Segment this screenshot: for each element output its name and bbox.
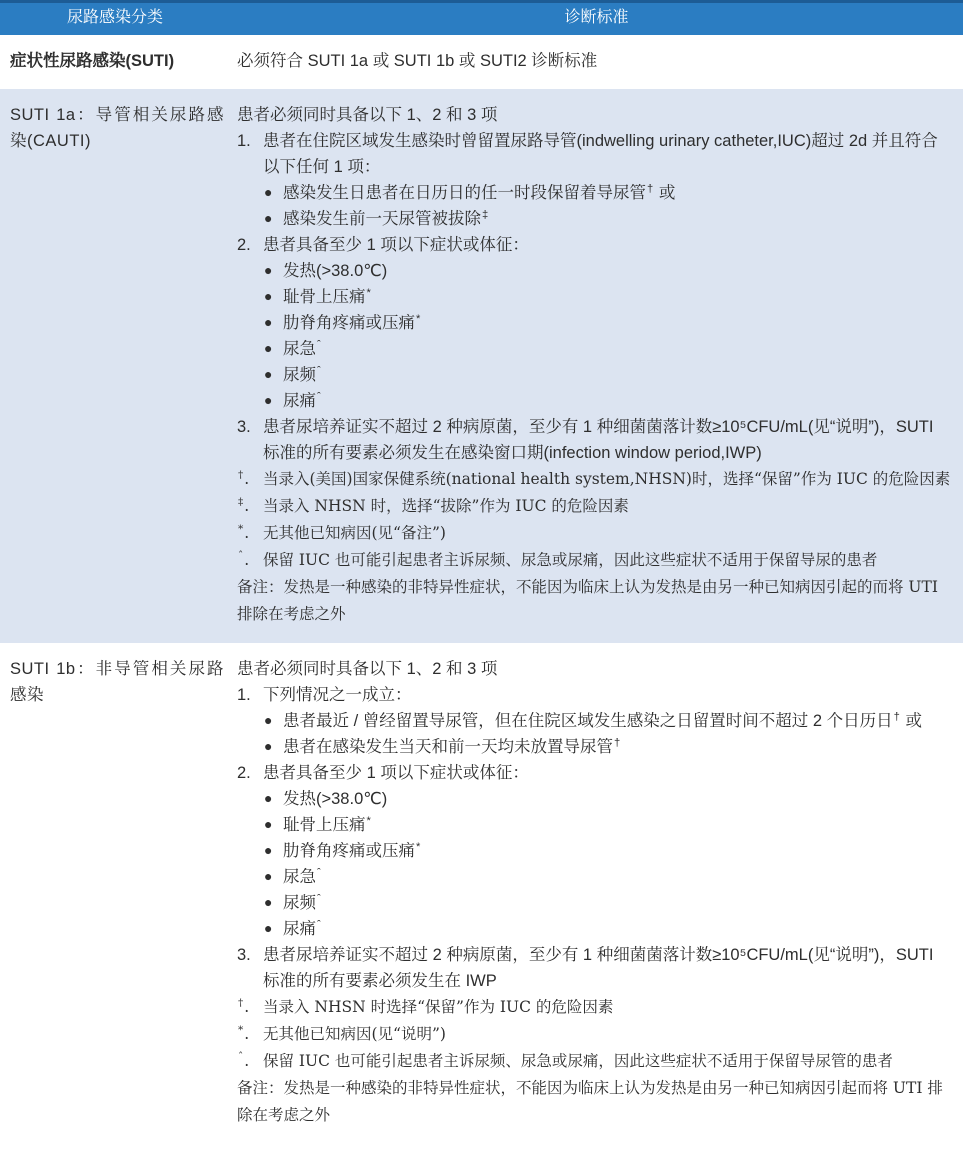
bullet-item: ● 患者最近 / 曾经留置导尿管，但在住院区域发生感染之日留置时间不超过 2 个日历日† 或 [237,708,953,734]
table-row [0,643,963,1144]
bullet-item: ● 尿频$^ˆ$ [237,362,953,388]
numbered-item: 1. 患者在住院区域发生感染时曾留置尿路导管(indwelling urinary catheter,IUC)超过 2d 并且符合以下任何 1 项： [237,128,953,180]
superscript-marker: * [416,312,421,325]
footnote-marker: *. [238,1023,250,1043]
superscript-marker: * [366,814,371,827]
numbered-item: 2. 患者具备至少 1 项以下症状或体征： [237,760,953,786]
bullet-item: ● 耻骨上压痛* [237,284,953,310]
bullet-item: ● 尿痛$^ˆ$ [237,916,953,942]
superscript-marker: ˆ [317,866,321,879]
bullet-icon: ● [264,738,273,754]
superscript-marker: ˆ [317,390,321,403]
footnote-symbol: ˆ [238,549,244,562]
bullet-item: ● 尿频$^ˆ$ [237,890,953,916]
bullet-icon: ● [264,366,273,382]
bullet-icon: ● [264,288,273,304]
footnote-symbol: ˆ [238,1050,244,1063]
bullet-item: ● 肋脊角疼痛或压痛* [237,310,953,336]
numbered-item: 3. 患者尿培养证实不超过 2 种病原菌，至少有 1 种细菌菌落计数≥10⁵CFU/mL(见“说明”)，SUTI 标准的所有要素必须发生在 IWP [237,942,953,994]
numbered-item: 1. 下列情况之一成立： [237,682,953,708]
footnote-symbol: * [238,1023,244,1036]
footnote-marker: ‡. [238,495,250,515]
superscript-marker: * [366,286,371,299]
footnote-symbol: † [238,468,244,481]
footnote: $^ˆ$. 保留 IUC 也可能引起患者主诉尿频、尿急或尿痛，因此这些症状不适用于保留导尿管的患者 [237,1048,953,1075]
bullet-item: ● 发热(>38.0℃) [237,258,953,284]
bullet-icon: ● [264,392,273,408]
bullet-item: ● 患者在感染发生当天和前一天均未放置导尿管† [237,734,953,760]
footnote-symbol: * [238,522,244,535]
bullet-icon: ● [264,210,273,226]
bullet-icon: ● [264,894,273,910]
bullet-icon: ● [264,842,273,858]
note-line: 备注：发热是一种感染的非特异性症状，不能因为临床上认为发热是由另一种已知病因引起而将 UTI 排除在考虑之外 [237,1079,943,1124]
footnote: †. 当录入(美国)国家保健系统(national health system,NHSN)时，选择“保留”作为 IUC 的危险因素 [237,466,953,493]
bullet-item: ● 尿急$^ˆ$ [237,336,953,362]
item-number: 1. [237,686,251,704]
bullet-item: ● 感染发生前一天尿管被拔除‡ [237,206,953,232]
table-row [0,89,963,643]
superscript-marker: † [893,710,900,723]
bullet-icon: ● [264,262,273,278]
footnote: ‡. 当录入 NHSN 时，选择“拔除”作为 IUC 的危险因素 [237,493,953,520]
item-number: 1. [237,132,251,150]
superscript-marker: ˆ [317,918,321,931]
footnote-symbol: ‡ [238,495,244,508]
bullet-icon: ● [264,314,273,330]
bullet-item: ● 尿痛$^ˆ$ [237,388,953,414]
bullet-item: ● 耻骨上压痛* [237,812,953,838]
item-number: 2. [237,236,251,254]
category-cell: SUTI 1b：非导管相关尿路感染 [10,660,224,704]
numbered-item: 2. 患者具备至少 1 项以下症状或体征： [237,232,953,258]
footnote-marker: †. [238,996,250,1016]
bullet-icon: ● [264,790,273,806]
bullet-item: ● 尿急$^ˆ$ [237,864,953,890]
criteria-cell [230,89,963,643]
bullet-item: ● 肋脊角疼痛或压痛* [237,838,953,864]
criteria-intro: 患者必须同时具备以下 1、2 和 3 项 [237,106,498,124]
bullet-icon: ● [264,868,273,884]
table-row [0,35,963,89]
footnote: *. 无其他已知病因(见“说明”) [237,1021,953,1048]
superscript-marker: ˆ [317,364,321,377]
superscript-marker: ‡ [482,208,489,221]
footnote: *. 无其他已知病因(见“备注”) [237,520,953,547]
header-criteria-column: 诊断标准 [230,2,963,36]
category-cell: 症状性尿路感染(SUTI) [10,52,175,70]
criteria-intro: 患者必须同时具备以下 1、2 和 3 项 [237,660,498,678]
category-cell: SUTI 1a：导管相关尿路感染(CAUTI) [0,89,230,643]
bullet-item: ● 发热(>38.0℃) [237,786,953,812]
footnote-marker: †. [238,468,250,488]
superscript-marker: ˆ [317,892,321,905]
criteria-intro: 必须符合 SUTI 1a 或 SUTI 1b 或 SUTI2 诊断标准 [237,52,598,70]
item-number: 3. [237,418,251,436]
table-body [0,35,963,1144]
bullet-icon: ● [264,340,273,356]
item-number: 2. [237,764,251,782]
superscript-marker: † [614,736,621,749]
numbered-item: 3. 患者尿培养证实不超过 2 种病原菌，至少有 1 种细菌菌落计数≥10⁵CFU/mL(见“说明”)，SUTI 标准的所有要素必须发生在感染窗口期(infection window period,IWP) [237,414,953,466]
bullet-icon: ● [264,920,273,936]
table-header-row [0,2,963,36]
criteria-cell [230,643,963,1144]
criteria-cell [230,35,963,89]
footnote-marker: $^ˆ$. [238,549,250,569]
header-category-column: 尿路感染分类 [0,2,230,36]
superscript-marker: ˆ [317,338,321,351]
bullet-item: ● 感染发生日患者在日历日的任一时段保留着导尿管† 或 [237,180,953,206]
footnote: †. 当录入 NHSN 时选择“保留”作为 IUC 的危险因素 [237,994,953,1021]
footnote-symbol: † [238,996,244,1009]
bullet-icon: ● [264,816,273,832]
superscript-marker: * [416,840,421,853]
footnote: $^ˆ$. 保留 IUC 也可能引起患者主诉尿频、尿急或尿痛，因此这些症状不适用于保留导尿的患者 [237,547,953,574]
bullet-icon: ● [264,184,273,200]
superscript-marker: † [647,182,654,195]
item-number: 3. [237,946,251,964]
bullet-icon: ● [264,712,273,728]
note-line: 备注：发热是一种感染的非特异性症状，不能因为临床上认为发热是由另一种已知病因引起的而将 UTI 排除在考虑之外 [237,578,938,623]
footnote-marker: *. [238,522,250,542]
footnote-marker: $^ˆ$. [238,1050,250,1070]
